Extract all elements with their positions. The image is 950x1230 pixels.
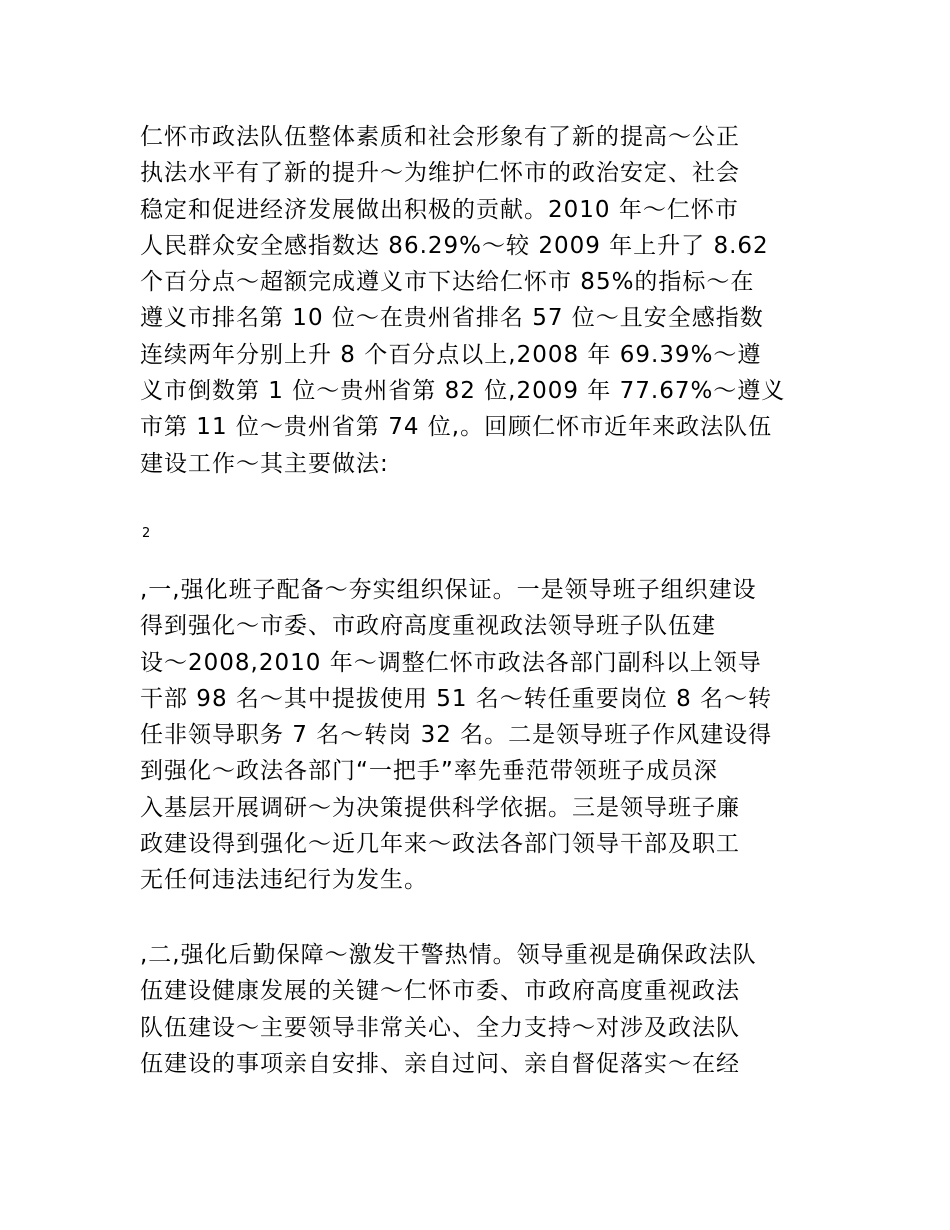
text-line: 得到强化～市委、市政府高度重视政法领导班子队伍建	[140, 613, 716, 640]
text-line: 稳定和促进经济发展做出积极的贡献。2010 年～仁怀市	[140, 196, 739, 223]
text-line: 设～2008,2010 年～调整仁怀市政法各部门副科以上领导	[140, 649, 762, 676]
text-line: 执法水平有了新的提升～为维护仁怀市的政治安定、社会	[140, 160, 740, 187]
text-line: 义市倒数第 1 位～贵州省第 82 位,2009 年 77.67%～遵义	[140, 378, 786, 405]
text-line: ,一,强化班子配备～夯实组织保证。一是领导班子组织建设	[140, 577, 757, 603]
text-line: 连续两年分别上升 8 个百分点以上,2008 年 69.39%～遵	[140, 341, 762, 368]
text-line: 市第 11 位～贵州省第 74 位,。回顾仁怀市近年来政法队伍	[140, 414, 773, 441]
text-line: 遵义市排名第 10 位～在贵州省排名 57 位～且安全感指数	[140, 305, 764, 332]
text-line: 到强化～政法各部门“一把手”率先垂范带领班子成员深	[140, 758, 718, 785]
paragraph-1	[140, 119, 820, 482]
text-line: 入基层开展调研～为决策提供科学依据。三是领导班子廉	[140, 794, 740, 821]
paragraph-3	[140, 937, 820, 1082]
text-line: 人民群众安全感指数达 86.29%～较 2009 年上升了 8.62	[140, 232, 769, 259]
text-line: 任非领导职务 7 名～转岗 32 名。二是领导班子作风建设得	[140, 722, 773, 749]
text-line: 伍建设的事项亲自安排、亲自过问、亲自督促落实～在经	[140, 1050, 740, 1077]
text-line: 建设工作～其主要做法:	[140, 450, 389, 477]
text-line: ,二,强化后勤保障～激发干警热情。领导重视是确保政法队	[140, 942, 757, 968]
text-line: 仁怀市政法队伍整体素质和社会形象有了新的提高～公正	[140, 124, 740, 150]
text-line: 政建设得到强化～近几年来～政法各部门领导干部及职工	[140, 831, 740, 858]
text-line: 无任何违法违纪行为发生。	[140, 867, 428, 894]
text-line: 个百分点～超额完成遵义市下达给仁怀市 85%的指标～在	[140, 269, 755, 296]
paragraph-2	[140, 572, 820, 899]
text-line: 队伍建设～主要领导非常关心、全力支持～对涉及政法队	[140, 1014, 740, 1041]
text-line: 干部 98 名～其中提拔使用 51 名～转任重要岗位 8 名～转	[140, 685, 773, 712]
page-number: 2	[142, 526, 151, 541]
text-line: 伍建设健康发展的关键～仁怀市委、市政府高度重视政法	[140, 978, 740, 1005]
